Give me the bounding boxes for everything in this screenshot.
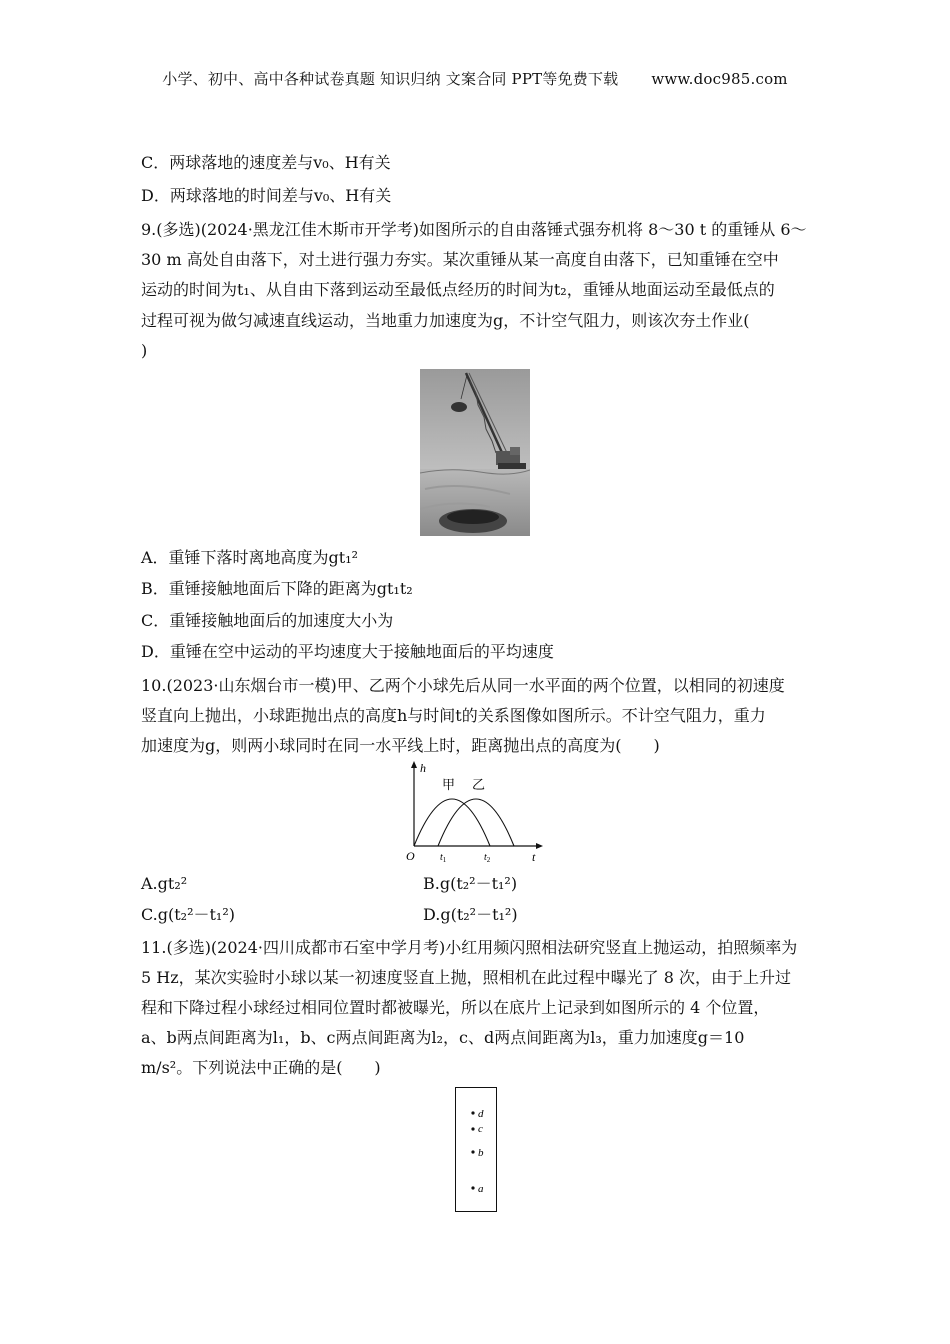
page-header — [0, 68, 950, 89]
point-a — [471, 1186, 474, 1189]
q11-stem-line-3: 程和下降过程小球经过相同位置时都被曝光，所以在底片上记录到如图所示的 4 个位置， — [141, 998, 770, 1017]
q8-option-d: D．两球落地的时间差与v₀、H有关 — [141, 186, 392, 205]
film-frame — [456, 1088, 497, 1212]
q10-stem-line-2: 竖直向上抛出，小球距抛出点的高度h与时间t的关系图像如图所示。不计空气阻力，重力 — [141, 706, 766, 725]
hammer — [451, 402, 467, 412]
q9-option-b: B．重锤接触地面后下降的距离为gt₁t₂ — [141, 579, 413, 598]
curve-yi — [438, 799, 514, 846]
point-c — [471, 1127, 474, 1130]
label-c: c — [478, 1123, 483, 1135]
q9-option-d: D．重锤在空中运动的平均速度大于接触地面后的平均速度 — [141, 642, 554, 661]
label-b: b — [478, 1147, 484, 1159]
q9-stem-line-4: 过程可视为做匀减速直线运动，当地重力加速度为g，不计空气阻力，则该次夯土作业( — [141, 311, 750, 330]
crane-photo — [420, 369, 530, 536]
label-a: a — [478, 1183, 484, 1195]
tick-t2: $t_2$ — [484, 852, 491, 864]
q10-option-b: B.g(t₂²－t₁²) — [423, 874, 518, 893]
curve-jia — [414, 799, 490, 846]
q9-stem-line-2: 30 m 高处自由落下，对土进行强力夯实。某次重锤从某一高度自由落下，已知重锤在空中 — [141, 250, 779, 269]
strobe-film-figure — [455, 1087, 497, 1212]
h-axis-label: h — [420, 761, 426, 775]
q10-stem-line-1: 10.(2023·山东烟台市一模)甲、乙两个小球先后从同一水平面的两个位置，以相同的初速度 — [141, 676, 785, 695]
header-site-url[interactable]: www.doc985.com — [651, 70, 788, 88]
q11-stem-line-5: m/s²。下列说法中正确的是( ) — [141, 1058, 381, 1077]
t-axis-label: t — [532, 850, 536, 864]
q9-stem-line-5: ) — [141, 341, 148, 360]
q10-option-c: C.g(t₂²－t₁²) — [141, 905, 236, 924]
q8-option-c: C．两球落地的速度差与v₀、H有关 — [141, 153, 391, 172]
q11-stem-line-2: 5 Hz，某次实验时小球以某一初速度竖直上抛，照相机在此过程中曝光了 8 次，由于上升过 — [141, 968, 792, 987]
q9-option-a: A．重锤下落时离地高度为gt₁² — [141, 548, 359, 567]
point-d — [471, 1111, 474, 1114]
q10-stem-line-3: 加速度为g，则两小球同时在同一水平线上时，距离抛出点的高度为( ) — [141, 736, 660, 755]
label-d: d — [478, 1108, 484, 1120]
origin-label: O — [406, 849, 415, 863]
label-jia: 甲 — [442, 778, 456, 793]
q10-option-a: A.gt₂² — [141, 874, 188, 893]
label-yi: 乙 — [472, 778, 486, 793]
q11-stem-line-1: 11.(多选)(2024·四川成都市石室中学月考)小红用频闪照相法研究竖直上抛运动，拍照频率为 — [141, 938, 798, 957]
q11-stem-line-4: a、b两点间距离为l₁，b、c两点间距离为l₂，c、d两点间距离为l₃，重力加速度g＝10 — [141, 1028, 745, 1047]
q9-option-c: C．重锤接触地面后的加速度大小为 — [141, 611, 394, 630]
header-categories: 小学、初中、高中各种试卷真题 知识归纳 文案合同 PPT等免费下载 — [162, 70, 619, 88]
point-b — [471, 1150, 474, 1153]
q9-stem-line-1: 9.(多选)(2024·黑龙江佳木斯市开学考)如图所示的自由落锤式强夯机将 8～30 t 的重锤从 6～ — [141, 220, 807, 239]
h-t-graph — [404, 760, 544, 865]
q9-stem-line-3: 运动的时间为t₁、从自由下落到运动至最低点经历的时间为t₂，重锤从地面运动至最低点的 — [141, 280, 775, 299]
q10-option-d: D.g(t₂²－t₁²) — [423, 905, 518, 924]
tick-t1: $t_1$ — [440, 852, 447, 864]
